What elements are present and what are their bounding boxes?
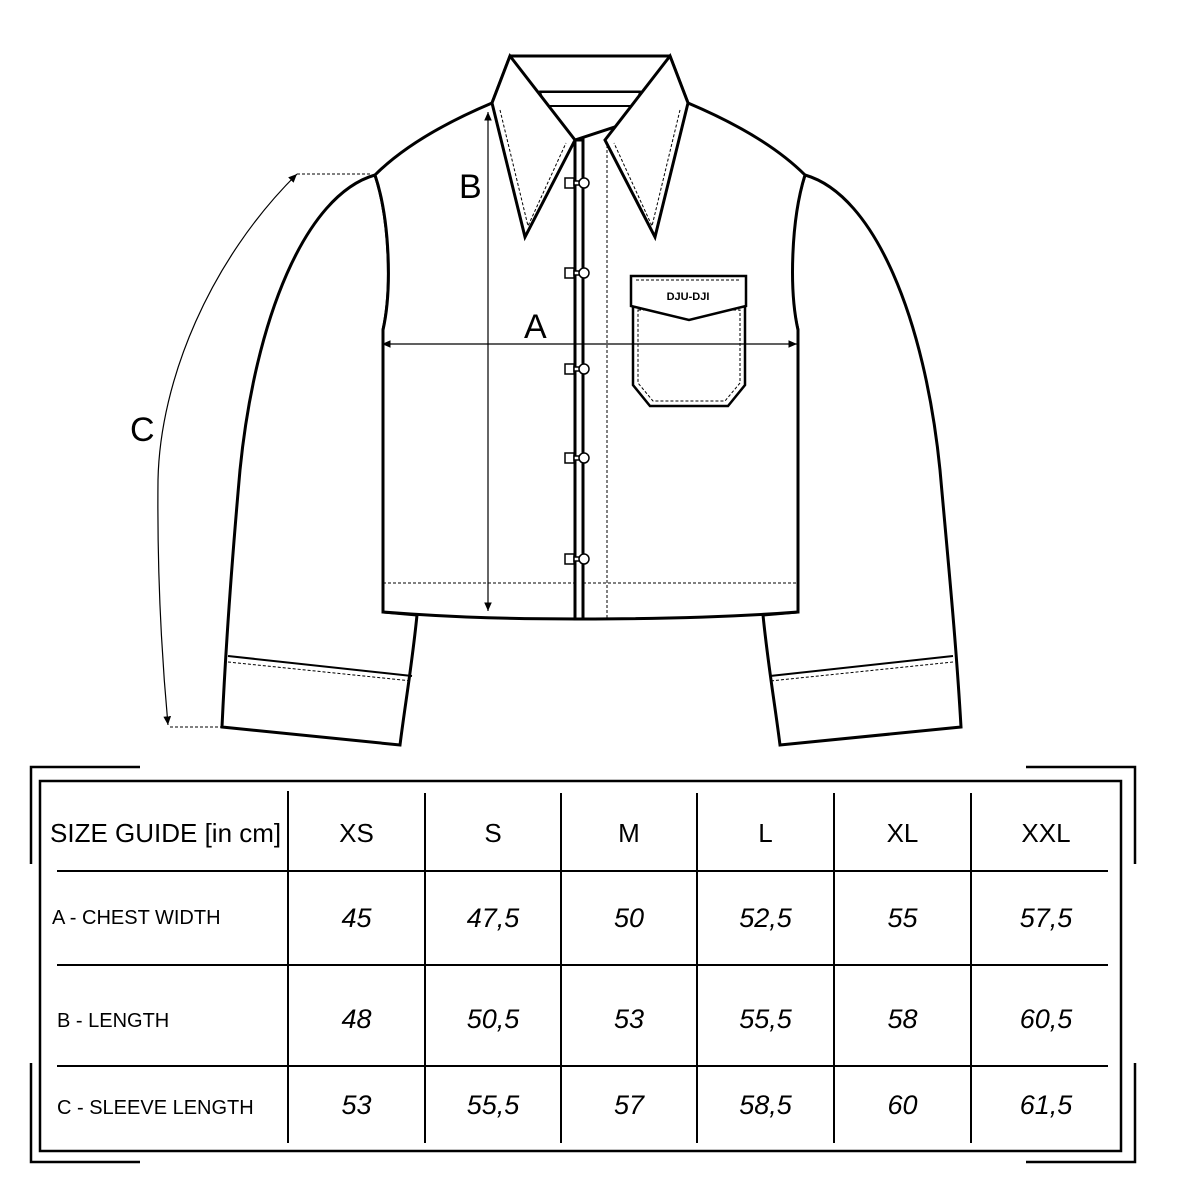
value-cell: 50 [613, 902, 645, 933]
size-header-xxl: XXL [1021, 817, 1071, 848]
value-cell: 55 [887, 902, 918, 933]
measure-a-label: A [524, 308, 547, 346]
size-header-l: L [758, 817, 773, 848]
value-cell: 53 [613, 1003, 645, 1034]
size-header-xl: XL [886, 817, 919, 848]
size-header-m: M [618, 817, 640, 848]
value-cell: 60,5 [1019, 1003, 1073, 1034]
row-label-chest-width: A - CHEST WIDTH [52, 906, 221, 929]
value-cell: 53 [341, 1089, 372, 1120]
size-header-s: S [484, 817, 502, 848]
row-label-sleeve-length: C - SLEEVE LENGTH [57, 1096, 254, 1119]
value-cell: 48 [341, 1003, 372, 1034]
size-guide-title: SIZE GUIDE [in cm] [50, 817, 282, 848]
row-label-length: B - LENGTH [57, 1009, 170, 1032]
value-cell: 55,5 [466, 1089, 520, 1120]
value-cell: 55,5 [739, 1003, 792, 1034]
size-header-xs: XS [339, 817, 374, 848]
value-cell: 50,5 [466, 1003, 520, 1034]
value-cell: 58,5 [739, 1089, 792, 1120]
value-cell: 61,5 [1019, 1089, 1073, 1120]
value-cell: 60 [887, 1089, 918, 1120]
placket [575, 140, 583, 619]
value-cell: 47,5 [466, 902, 520, 933]
value-cell: 57,5 [1019, 902, 1073, 933]
value-cell: 45 [341, 902, 372, 933]
value-cell: 57 [613, 1089, 645, 1120]
measure-b-label: B [459, 168, 482, 206]
measure-c-label: C [130, 411, 155, 449]
value-cell: 52,5 [739, 902, 792, 933]
brand-label: DJU-DJI [666, 291, 710, 303]
value-cell: 58 [887, 1003, 918, 1034]
